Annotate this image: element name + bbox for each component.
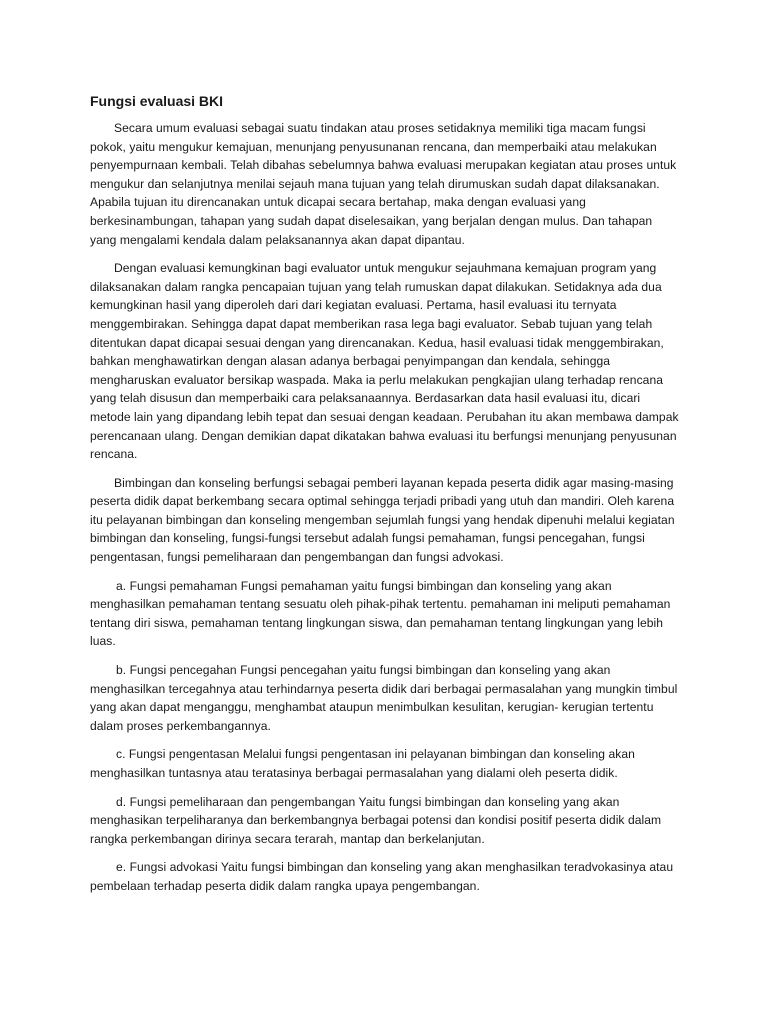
list-item-pemahaman: a. Fungsi pemahaman Fungsi pemahaman yaitu fungsi bimbingan dan konseling yang akan menghasilkan pemahaman tentang sesuatu oleh pihak-pihak tertentu. pemahaman ini meliputi pemahaman tentang diri siswa, pemahaman tentang lingkungan siswa, dan pemahaman tentang lingkungan yang lebih luas. bbox=[90, 578, 671, 649]
paragraph-evaluator: Dengan evaluasi kemungkinan bagi evaluator untuk mengukur sejauhmana kemajuan program yang dilaksanakan dalam rangka pencapaian tujuan yang telah rumuskan dapat dilakukan. Setidaknya ada dua kemungkinan hasil yang diperoleh dari dari kegiatan evaluasi. Pertama, hasil evaluasi itu ternyata menggembirakan. Sehingga dapat dapat memberikan rasa lega bagi evaluator. Sebab tujuan yang telah ditentukan dapat dicapai sesuai dengan yang direncanakan. Kedua, hasil evaluasi tidak menggembirakan, bahkan menghawatirkan dengan alasan adanya berbagai penyimpangan dan kendala, sehingga mengharuskan evaluator bersikap waspada. Maka ia perlu melakukan pengkajian ulang terhadap rencana yang telah disusun dan memperbaiki cara pelaksanaannya. Berdasarkan data hasil evaluasi itu, dicari metode lain yang dipandang lebih tepat dan sesuai dengan keadaan. Perubahan itu akan membawa dampak perencanaan ulang. Dengan demikian dapat dikatakan bahwa evaluasi itu berfungsi menunjang penyusunan rencana. bbox=[90, 261, 679, 462]
document-title: Fungsi evaluasi BKI bbox=[90, 93, 224, 109]
document-body bbox=[90, 92, 680, 906]
list-item-pengentasan: c. Fungsi pengentasan Melalui fungsi pengentasan ini pelayanan bimbingan dan konseling akan menghasilkan tuntasnya atau teratasinya berbagai permasalahan yang dialami oleh peserta didik. bbox=[90, 747, 635, 780]
list-item-pencegahan: b. Fungsi pencegahan Fungsi pencegahan yaitu fungsi bimbingan dan konseling yang akan menghasilkan tercegahnya atau terhindarnya peserta didik dari berbagai permasalahan yang mungkin timbul yang akan dapat menganggu, menghambat ataupun menimbulkan kesulitan, kerugian- kerugian tertentu dalam proses perkembangannya. bbox=[90, 663, 678, 733]
list-item-advokasi: e. Fungsi advokasi Yaitu fungsi bimbingan dan konseling yang akan menghasilkan teradvokasinya atau pembelaan terhadap peserta didik dalam rangka upaya pengembangan. bbox=[90, 860, 674, 893]
list-item-pemeliharaan: d. Fungsi pemeliharaan dan pengembangan Yaitu fungsi bimbingan dan konseling yang akan menghasikan terpeliharanya dan berkembangnya berbagai potensi dan kondisi positif peserta didik dalam rangka perkembangan dirinya secara terarah, mantap dan berkelanjutan. bbox=[90, 794, 662, 846]
paragraph-bk-functions: Bimbingan dan konseling berfungsi sebagai pemberi layanan kepada peserta didik agar masing-masing peserta didik dapat berkembang secara optimal sehingga terjadi pribadi yang utuh dan mandiri. Oleh karena itu pelayanan bimbingan dan konseling mengemban sejumlah fungsi yang hendak dipenuhi melalui kegiatan bimbingan dan konseling, fungsi-fungsi tersebut adalah fungsi pemahaman, fungsi pencegahan, fungsi pengentasan, fungsi pemeliharaan dan pengembangan dan fungsi advokasi. bbox=[90, 475, 675, 565]
paragraph-intro: Secara umum evaluasi sebagai suatu tindakan atau proses setidaknya memiliki tiga macam fungsi pokok, yaitu mengukur kemajuan, menunjang penyusunanan rencana, dan memperbaiki atau melakukan penyempurnaan kembali. Telah dibahas sebelumnya bahwa evaluasi merupakan kegiatan atau proses untuk mengukur dan selanjutnya menilai sejauh mana tujuan yang telah dirumuskan sudah dapat dilaksanakan. Apabila tujuan itu direncanakan untuk dicapai secara bertahap, maka dengan evaluasi yang berkesinambungan, tahapan yang sudah dapat diselesaikan, yang berjalan dengan mulus. Dan tahapan yang mengalami kendala dalam pelaksanannya akan dapat dipantau. bbox=[90, 121, 677, 247]
